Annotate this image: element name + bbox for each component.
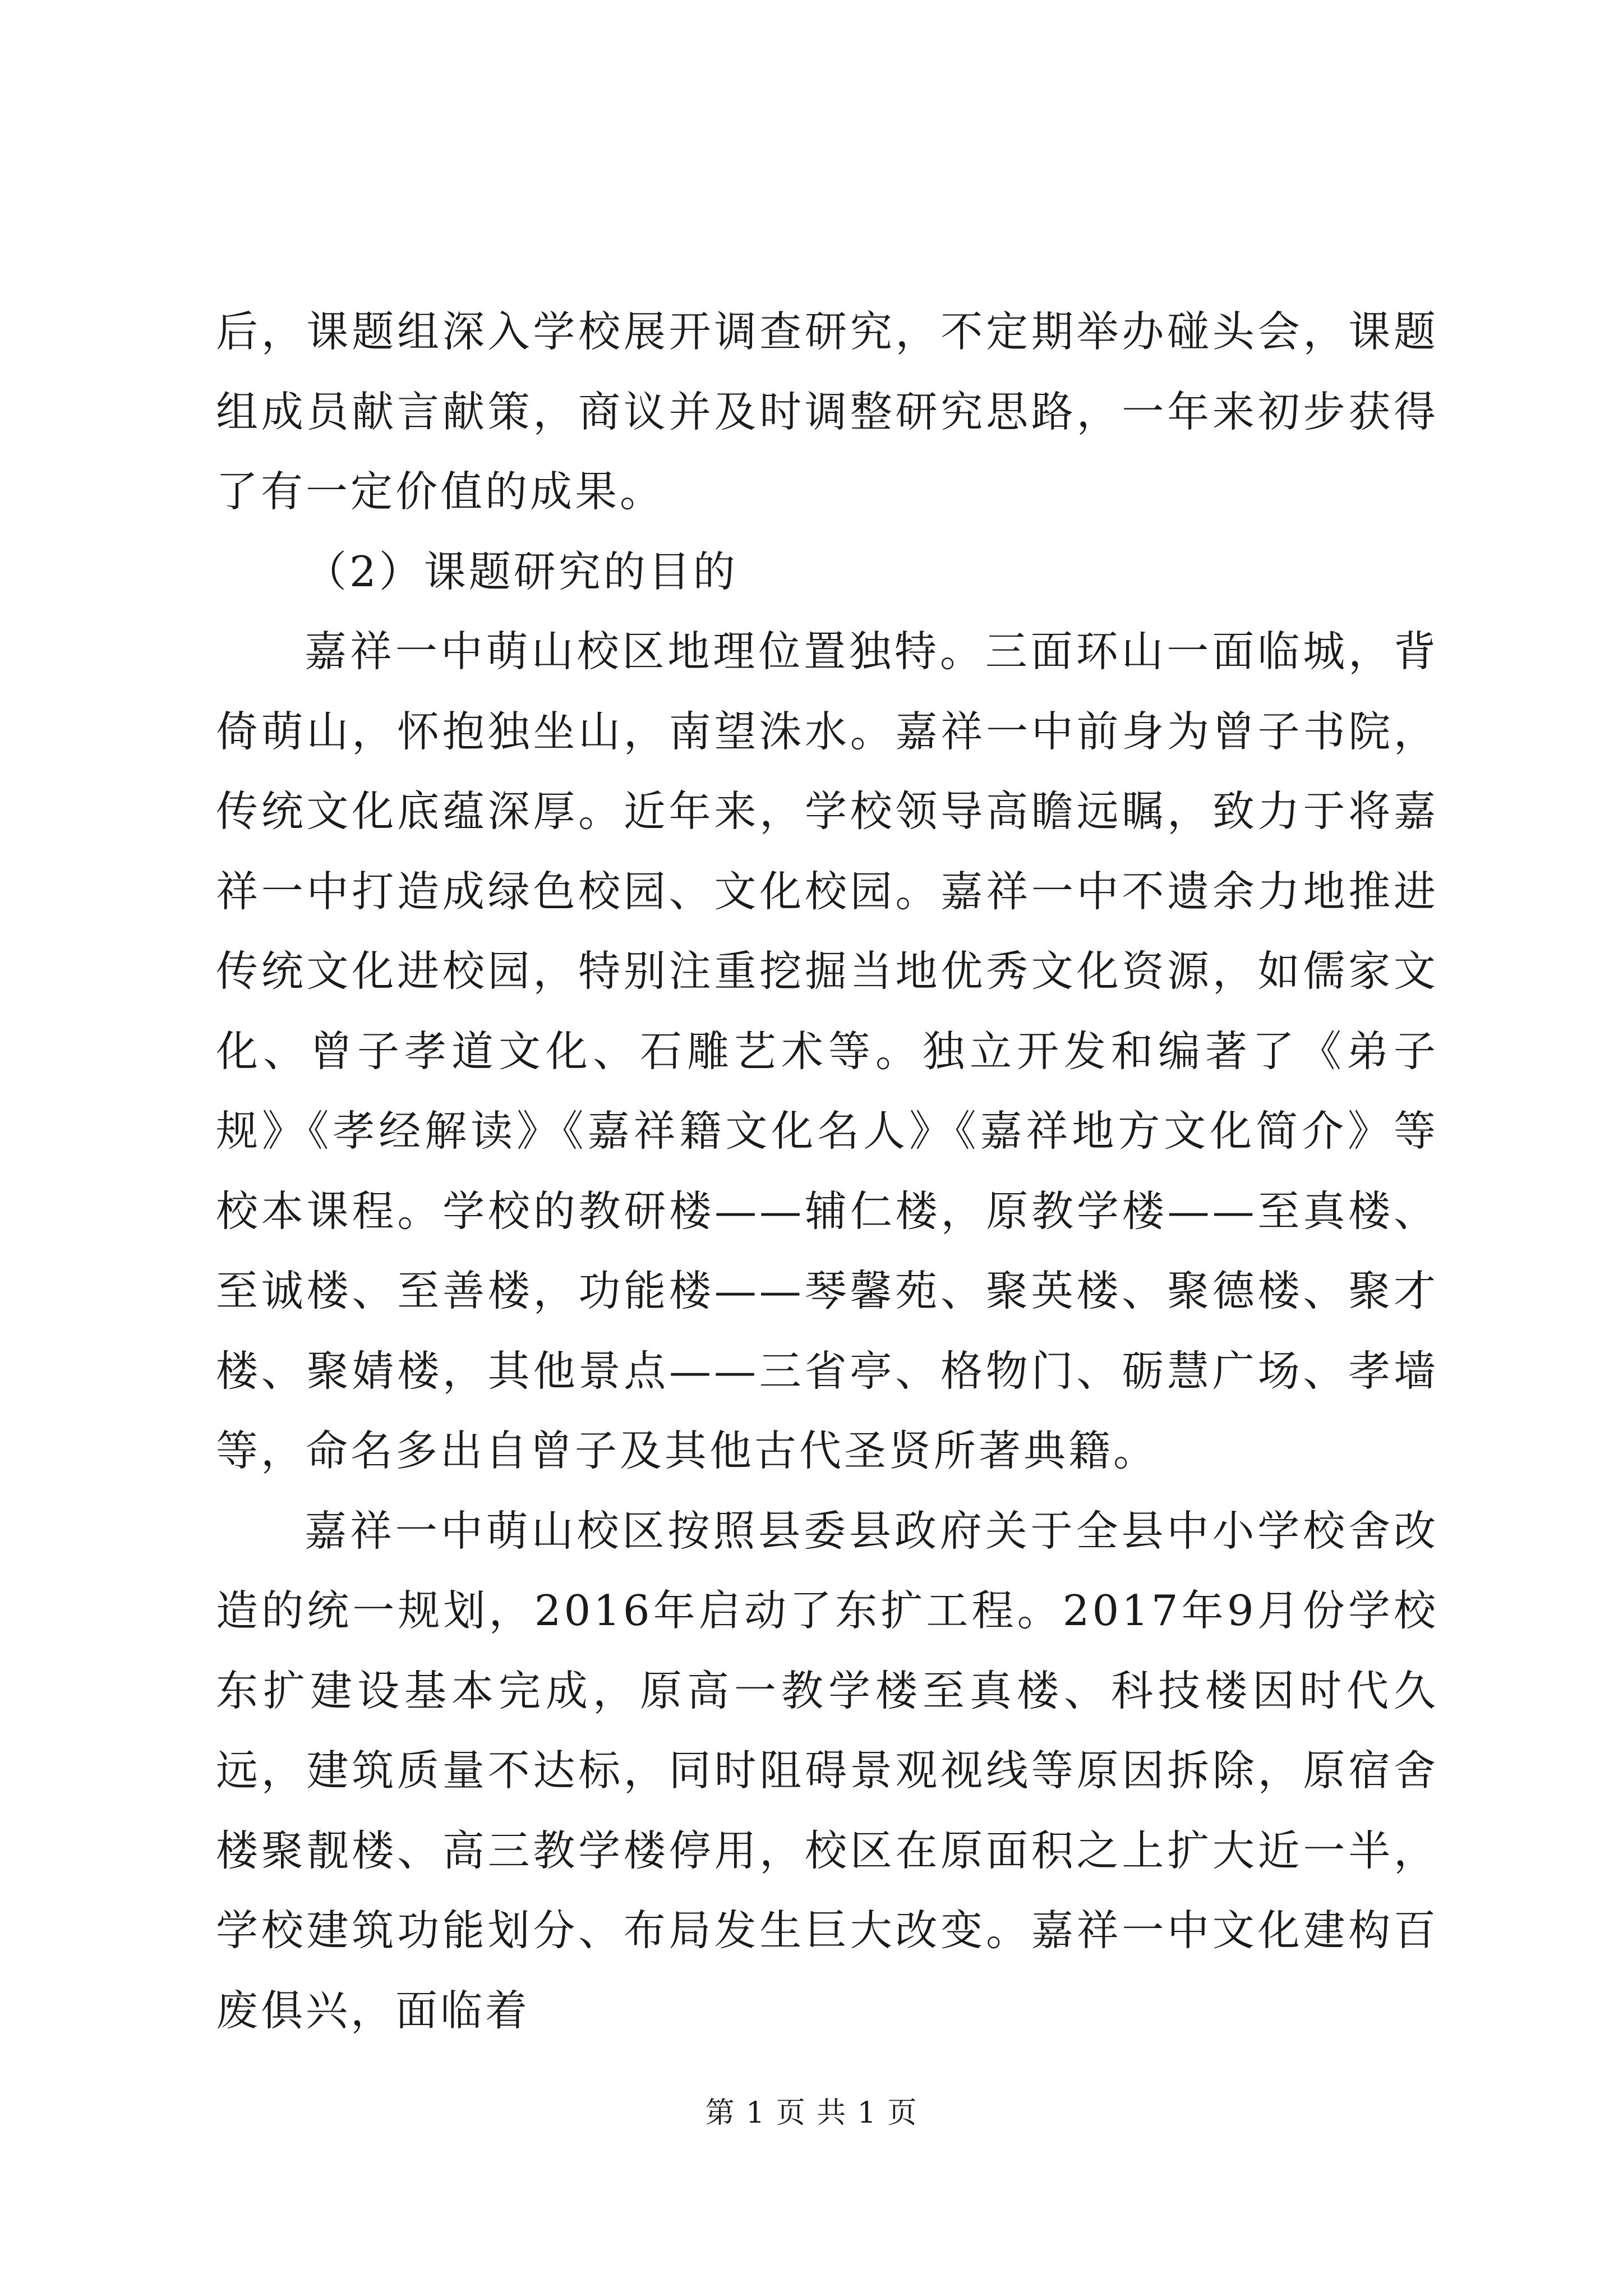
page-footer: 第 1 页 共 1 页 xyxy=(705,2096,918,2130)
paragraph: 嘉祥一中萌山校区按照县委县政府关于全县中小学校舍改造的统一规划，2016年启动了东扩工程。2017年9月份学校东扩建设基本完成，原高一教学楼至真楼、科技楼因时代久远，建筑质量不达标，同时阻碍景观视线等原因拆除，原宿舍楼聚靓楼、高三教学楼停用，校区在原面积之上扩大近一半，学校建筑功能划分、布局发生巨大改变。嘉祥一中文化建构百废俱兴，面临着 xyxy=(216,1506,1438,2035)
section-heading: （2）课题研究的目的 xyxy=(305,546,738,596)
paragraph-continuation: 后，课题组深入学校展开调查研究，不定期举办碰头会，课题组成员献言献策，商议并及时调整研究思路，一年来初步获得了有一定价值的成果。 xyxy=(216,307,1438,516)
body-text xyxy=(216,292,1438,2050)
paragraph: 嘉祥一中萌山校区地理位置独特。三面环山一面临城，背倚萌山，怀抱独坐山，南望洙水。嘉祥一中前身为曾子书院，传统文化底蕴深厚。近年来，学校领导高瞻远瞩，致力于将嘉祥一中打造成绿色校园、文化校园。嘉祥一中不遗余力地推进传统文化进校园，特别注重挖掘当地优秀文化资源，如儒家文化、曾子孝道文化、石雕艺术等。独立开发和编著了《弟子规》《孝经解读》《嘉祥籍文化名人》《嘉祥地方文化简介》等校本课程。学校的教研楼——辅仁楼，原教学楼——至真楼、至诚楼、至善楼，功能楼——琴馨苑、聚英楼、聚德楼、聚才楼、聚婧楼，其他景点——三省亭、格物门、砺慧广场、孝墙等，命名多出自曾子及其他古代圣贤所著典籍。 xyxy=(216,627,1438,1475)
